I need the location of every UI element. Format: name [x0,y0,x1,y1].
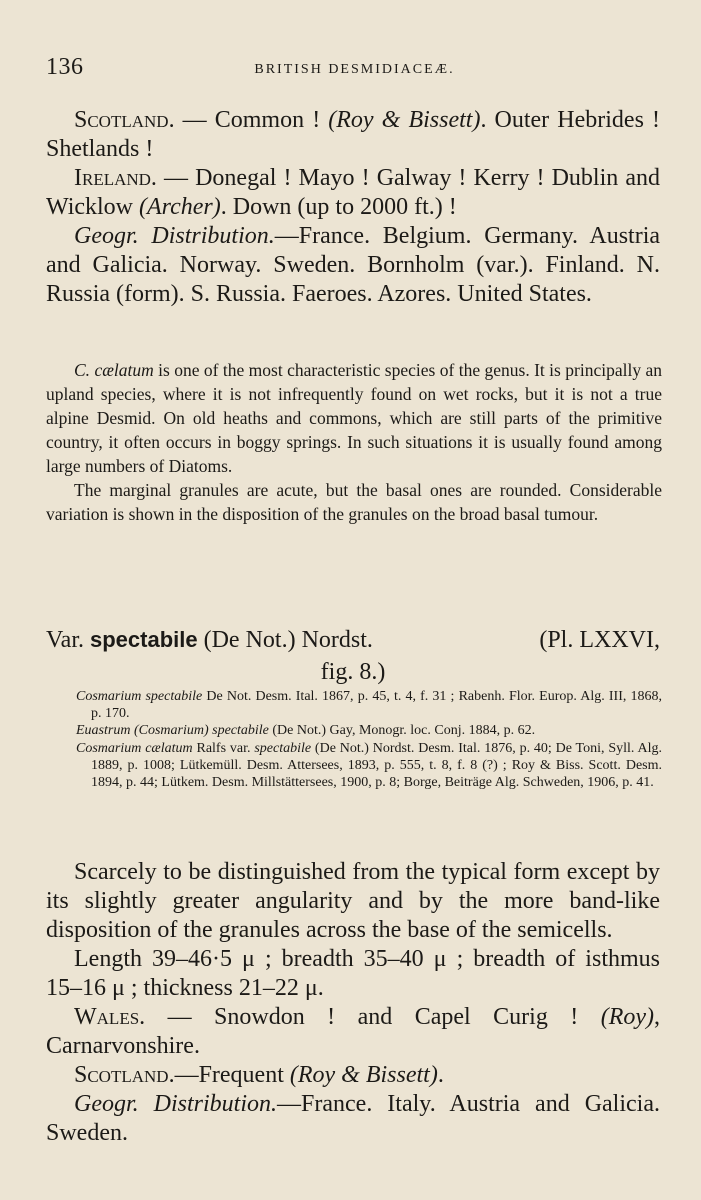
distribution-entry: Geogr. Distribution.—France. Belgium. Germany. Austria and Galicia. Norway. Sweden. Bornholm (var.). Finland. N. Russia (form). S. Russia. Faeroes. Azores. United States. [46,223,661,307]
synonym-3: Cosmarium cælatum Ralfs var. spectabile (De Not.) Nordst. Desm. Ital. 1876, p. 40; De Toni, Syll. Alg. 1889, p. 1008; Lütkemüll. Desm. Attersees, 1893, p. 555, t. 8, f. 8 (?) ; Roy & Biss. Scott. Desm. 1894, p. 44; Lütkem. Desm. Millstättersees, 1900, p. 8; Borge, Beiträge Alg. Schweden, 1906, p. 41. [76,740,663,791]
ireland-entry: Ireland. — Donegal ! Mayo ! Galway ! Kerry ! Dublin and Wicklow (Archer). Down (up to 2000 ft.) ! [46,165,660,220]
variety-name: spectabile [90,627,198,652]
running-title: BRITISH DESMIDIACEÆ. [254,62,455,77]
discussion-paragraph-2: The marginal granules are acute, but the basal ones are rounded. Considerable variation is shown in the disposition of the granules on the broad basal tumour. [46,480,662,524]
plate-reference: (Pl. LXXVI, [539,627,660,653]
variety-description-block [46,858,660,1148]
distribution-entry-2: Geogr. Distribution.—France. Italy. Austria and Galicia. Sweden. [46,1091,660,1146]
scotland-entry-2: Scotland.—Frequent (Roy & Bissett). [74,1062,444,1088]
synonym-2: Euastrum (Cosmarium) spectabile (De Not.) Gay, Monogr. loc. Conj. 1884, p. 62. [76,723,536,739]
scotland-entry: Scotland. — Common ! (Roy & Bissett). Outer Hebrides ! Shetlands ! [46,107,660,162]
discussion-paragraph-1: C. cælatum is one of the most characteristic species of the genus. It is principally an upland species, where it is not infrequently found on wet rocks, but it is not a true alpine Desmid. On old heaths and commons, which are still parts of the primitive country, it often occurs in boggy springs. In such situations it is usually found among large numbers of Diatoms. [46,360,662,476]
discussion-block [46,358,662,526]
locality-block [46,106,660,309]
variety-heading: Var. spectabile (De Not.) Nordst. (Pl. LXXVI, fig. 8.) [46,624,660,688]
page-header [46,54,663,84]
synonymy-block [76,688,662,791]
page-number: 136 [46,54,84,80]
description-paragraph: Scarcely to be distinguished from the typical form except by its slightly greater angularity and by the more band-like disposition of the granules across the base of the semicells. [46,859,660,943]
wales-entry: Wales. — Snowdon ! and Capel Curig ! (Roy), Carnarvonshire. [46,1004,660,1059]
measurements-paragraph: Length 39–46·5 μ ; breadth 35–40 μ ; breadth of isthmus 15–16 μ ; thickness 21–22 μ. [46,946,660,1001]
figure-reference: fig. 8.) [320,659,386,685]
synonym-1: Cosmarium spectabile De Not. Desm. Ital. 1867, p. 45, t. 4, f. 31 ; Rabenh. Flor. Europ. Alg. III, 1868, p. 170. [76,689,663,722]
